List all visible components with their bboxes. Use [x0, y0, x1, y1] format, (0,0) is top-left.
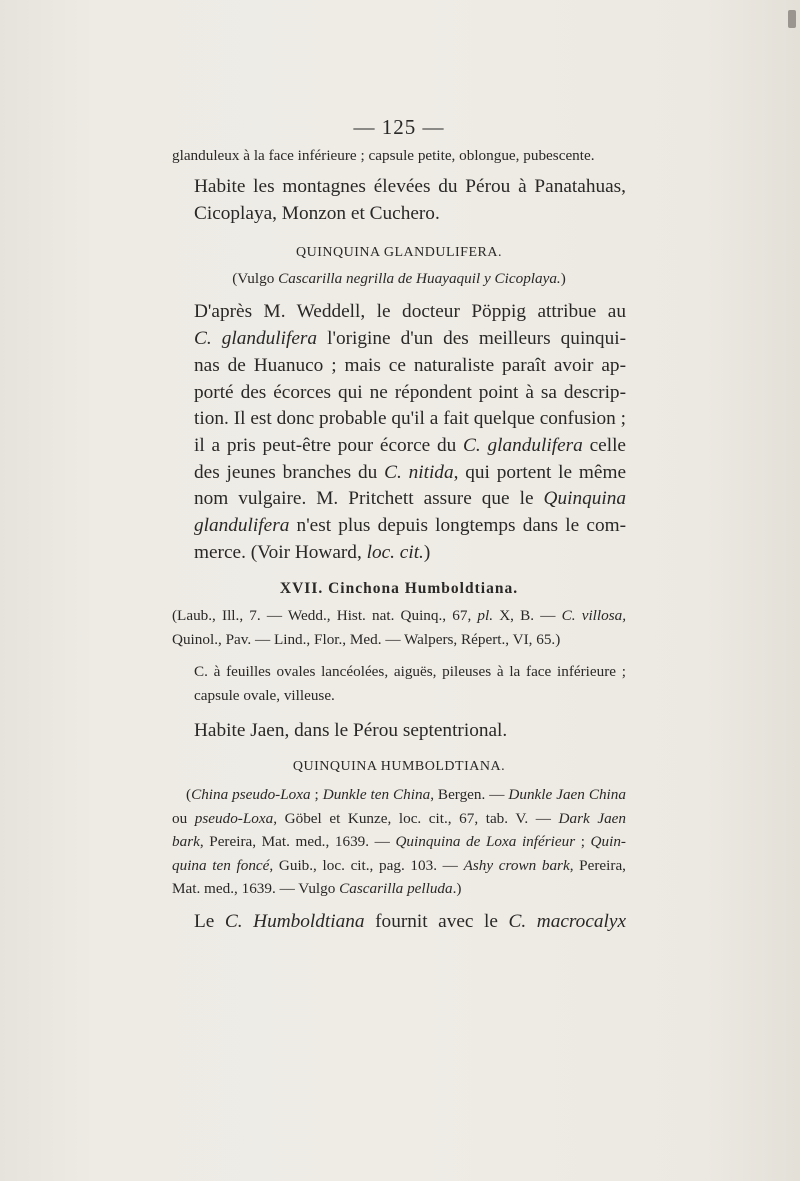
- weddell-paragraph: D'après M. Weddell, le docteur Pöppig attribue au C. glandulifera l'origine d'un des meilleurs quinqui- nas de Huanuco ; mais ce naturaliste paraît avoir ap- porté des écorces qui ne répondent point à sa descrip- tion. Il est donc probable qu'il a fait quelque confusion ; il a pris peut-être pour écorce du C. glandulifera celle des jeunes branches du C. nitida, qui portent le même nom vulgaire. M. Pritchett assure que le Quinquina glandulifera n'est plus depuis longtemps dans le com- merce. (Voir Howard, loc. cit.): [194, 301, 627, 563]
- habitat-paragraph-2: Habite Jaen, dans le Pérou septentrional.: [194, 720, 508, 742]
- page-edge-mark: [788, 10, 796, 28]
- synonyms-list: (China pseudo-Loxa ; Dunkle ten China, Bergen. — Dunkle Jaen China ou pseudo-Loxa, Göbel et Kunze, loc. cit., 67, tab. V. — Dark Jaen bark, Pereira, Mat. med., 1639. — Quinquina de Loxa inférieur ; Quin- quina ten foncé, Guib., loc. cit., pag. 103. — Ashy crown bark, Pereira, Mat. med., 1639. — Vulgo Cascarilla pelluda.): [172, 786, 626, 898]
- vulgo-glandulifera: (Vulgo Cascarilla negrilla de Huayaquil y Cicoplaya.): [232, 270, 566, 288]
- species-heading-humboldtiana: XVII. Cinchona Humboldtiana.: [279, 580, 519, 598]
- bibliographic-references: (Laub., Ill., 7. — Wedd., Hist. nat. Quinq., 67, pl. X, B. — C. villosa, Quinol., Pav. — Lind., Flor., Med. — Walpers, Répert., VI, 65.): [172, 607, 626, 649]
- species-description: C. à feuilles ovales lancéolées, aiguës, pileuses à la face inférieure ; capsule ovale, villeuse.: [194, 663, 626, 705]
- page-content: [172, 112, 626, 935]
- habitat-paragraph-1: Habite les montagnes élevées du Pérou à Panatahuas, Cicoplaya, Monzon et Cuchero.: [194, 176, 626, 224]
- section-heading-humboldtiana: QUINQUINA HUMBOLDTIANA.: [292, 759, 506, 775]
- closing-line: Le C. Humboldtiana fournit avec le C. macrocalyx: [194, 910, 626, 932]
- section-heading-glandulifera: QUINQUINA GLANDULIFERA.: [296, 245, 502, 261]
- page-number: — 125 —: [353, 115, 445, 139]
- continued-description: glanduleux à la face inférieure ; capsule petite, oblongue, pubescente.: [172, 147, 595, 164]
